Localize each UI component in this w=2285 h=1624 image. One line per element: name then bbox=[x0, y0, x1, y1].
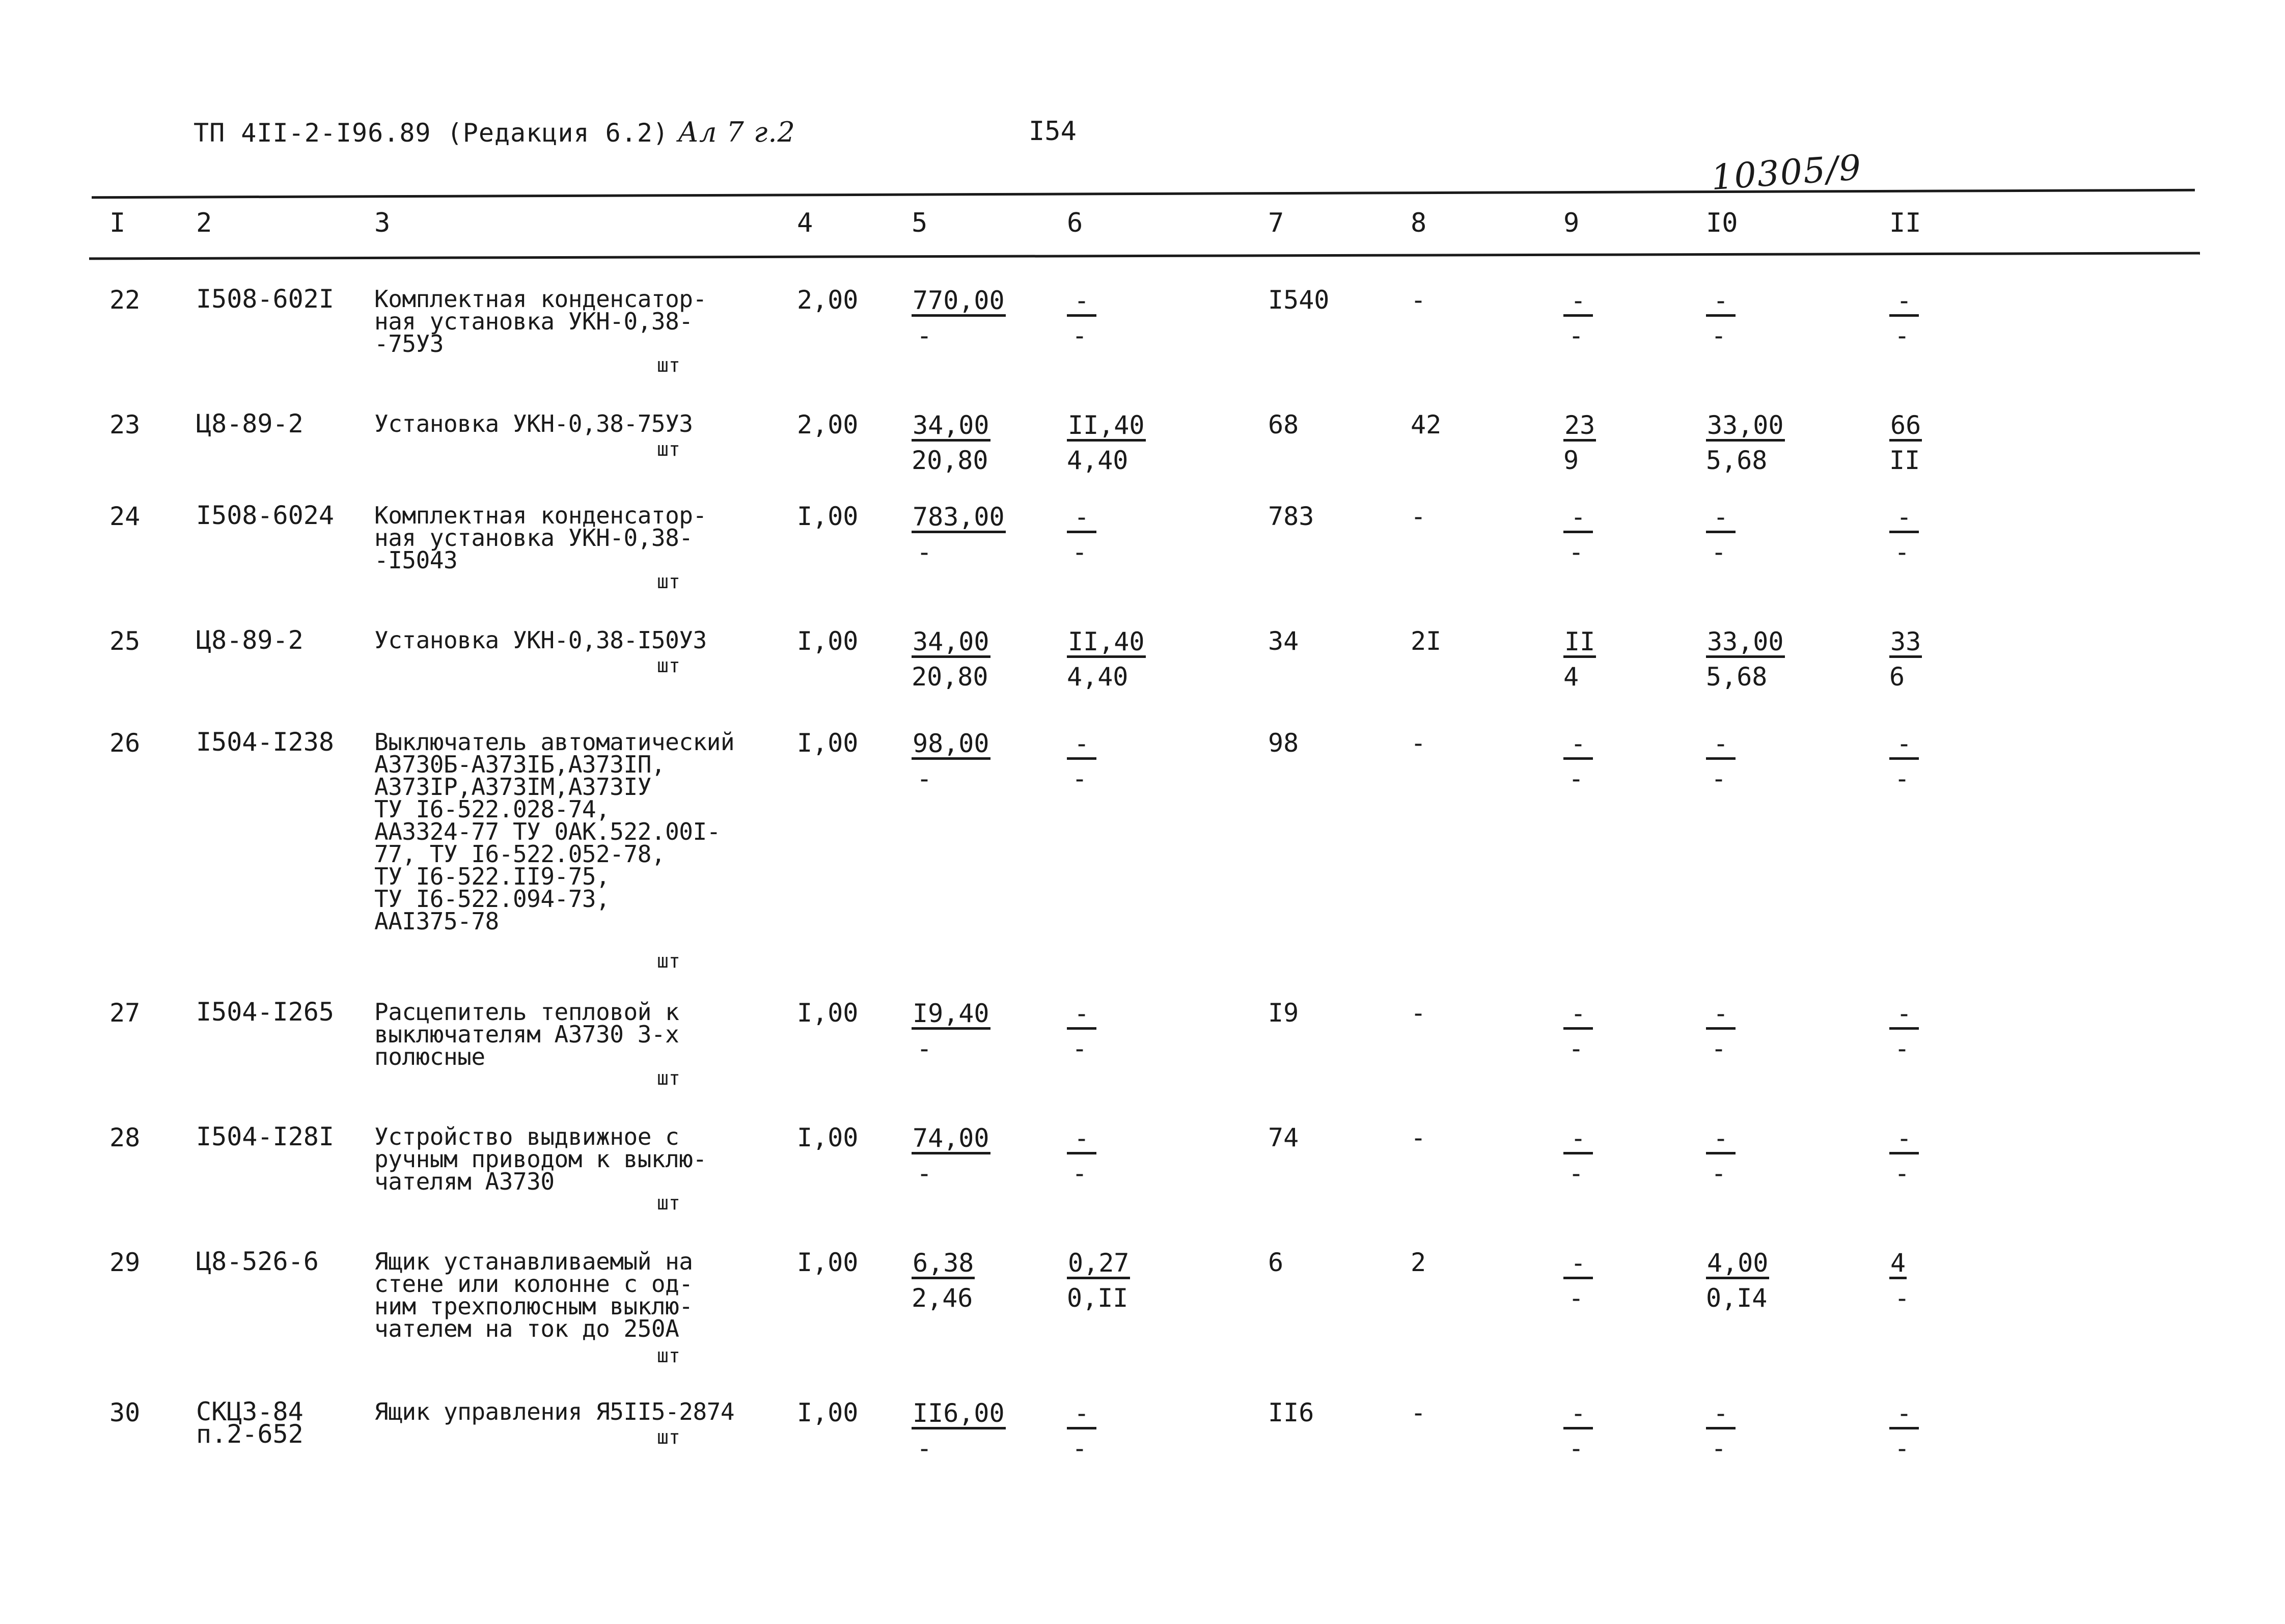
cost-col-5-denominator: 2,46 bbox=[912, 1283, 973, 1313]
total-col-9-numerator: - bbox=[1563, 1001, 1593, 1030]
total-col-10 bbox=[1706, 1250, 1769, 1311]
total-col-10-numerator: - bbox=[1706, 1125, 1736, 1154]
column-header-10: I0 bbox=[1706, 208, 1738, 238]
total-col-9 bbox=[1563, 1001, 1593, 1061]
total-col-10 bbox=[1706, 1400, 1736, 1461]
total-col-9-numerator: - bbox=[1563, 731, 1593, 760]
total-col-11 bbox=[1889, 1001, 1919, 1061]
total-col-11-numerator: - bbox=[1889, 1125, 1919, 1154]
total-col-9-denominator: - bbox=[1568, 764, 1584, 793]
cost-col-6 bbox=[1067, 288, 1096, 348]
item-name: Комплектная конденсатор- ная установка УКН-0,38- -75У3 bbox=[374, 285, 707, 357]
cost-col-6-denominator: - bbox=[1072, 1434, 1088, 1463]
total-col-10-denominator: - bbox=[1711, 321, 1727, 350]
cost-col-6-numerator: - bbox=[1067, 1400, 1096, 1429]
item-name: Ящик управления Я5II5-2874 bbox=[374, 1398, 735, 1425]
total-col-8: - bbox=[1411, 998, 1426, 1028]
column-header-1: I bbox=[109, 208, 126, 238]
cost-col-6-denominator: 4,40 bbox=[1067, 662, 1128, 692]
total-col-10 bbox=[1706, 288, 1736, 348]
unit-label: шт bbox=[657, 1344, 680, 1367]
total-col-9-denominator: 9 bbox=[1563, 446, 1579, 475]
cost-col-5-numerator: 6,38 bbox=[912, 1250, 975, 1279]
total-col-10-numerator: - bbox=[1706, 288, 1736, 317]
total-col-8: 2 bbox=[1411, 1248, 1426, 1277]
table-header-rule bbox=[89, 252, 2200, 260]
total-col-8: - bbox=[1411, 502, 1426, 531]
total-col-8: - bbox=[1411, 285, 1426, 315]
total-col-9-denominator: - bbox=[1568, 1159, 1584, 1188]
cost-col-5-denominator: 20,80 bbox=[912, 446, 988, 475]
total-col-7: 98 bbox=[1268, 728, 1299, 758]
column-header-5: 5 bbox=[912, 208, 928, 238]
cost-col-5-denominator: - bbox=[917, 764, 932, 793]
column-header-6: 6 bbox=[1067, 208, 1083, 238]
column-header-4: 4 bbox=[797, 208, 813, 238]
column-header-8: 8 bbox=[1411, 208, 1427, 238]
total-col-8: - bbox=[1411, 1398, 1426, 1427]
cost-col-5 bbox=[912, 731, 990, 791]
total-col-11-denominator: - bbox=[1894, 1159, 1910, 1188]
cost-col-5-denominator: 20,80 bbox=[912, 662, 988, 692]
total-col-11 bbox=[1889, 412, 1922, 473]
total-col-9-numerator: - bbox=[1563, 1400, 1593, 1429]
column-header-3: 3 bbox=[374, 208, 391, 238]
unit-label: шт bbox=[657, 570, 680, 593]
page-number: I54 bbox=[1029, 116, 1077, 147]
quantity: I,00 bbox=[797, 998, 859, 1028]
total-col-11-denominator: - bbox=[1894, 1034, 1910, 1063]
total-col-9 bbox=[1563, 1250, 1593, 1311]
quantity: 2,00 bbox=[797, 410, 859, 439]
cost-col-5-denominator: - bbox=[917, 321, 932, 350]
row-number: 27 bbox=[109, 998, 141, 1028]
total-col-11 bbox=[1889, 731, 1919, 791]
total-col-9 bbox=[1563, 412, 1596, 473]
total-col-11-denominator: - bbox=[1894, 1434, 1910, 1463]
total-col-9-numerator: II bbox=[1563, 629, 1596, 658]
item-name: Ящик устанавливаемый на стене или колонне с од- ним трехполюсным выклю- чателем на ток до 250А bbox=[374, 1248, 693, 1342]
total-col-10 bbox=[1706, 629, 1785, 690]
total-col-9-numerator: - bbox=[1563, 1125, 1593, 1154]
total-col-11-numerator: 66 bbox=[1889, 412, 1922, 442]
column-header-9: 9 bbox=[1563, 208, 1580, 238]
cost-col-6 bbox=[1067, 412, 1146, 473]
cost-col-6-denominator: - bbox=[1072, 537, 1088, 567]
unit-label: шт bbox=[657, 1067, 680, 1089]
total-col-8: 42 bbox=[1411, 410, 1442, 439]
quantity: I,00 bbox=[797, 502, 859, 531]
cost-col-6 bbox=[1067, 731, 1096, 791]
total-col-10-numerator: 33,00 bbox=[1706, 412, 1785, 442]
row-number: 22 bbox=[109, 285, 141, 315]
cost-col-6-numerator: II,40 bbox=[1067, 412, 1146, 442]
total-col-9-numerator: 23 bbox=[1563, 412, 1596, 442]
total-col-7: 68 bbox=[1268, 410, 1299, 439]
cost-col-5 bbox=[912, 1125, 990, 1186]
total-col-11 bbox=[1889, 1250, 1910, 1311]
cost-col-5-denominator: - bbox=[917, 1159, 932, 1188]
cost-col-6-numerator: - bbox=[1067, 731, 1096, 760]
total-col-11-numerator: 4 bbox=[1889, 1250, 1907, 1279]
cost-col-5 bbox=[912, 1400, 1006, 1461]
total-col-10-numerator: - bbox=[1706, 731, 1736, 760]
item-code: Ц8-526-6 bbox=[196, 1247, 319, 1276]
total-col-7: I9 bbox=[1268, 998, 1299, 1028]
cost-col-6 bbox=[1067, 1125, 1096, 1186]
total-col-9-denominator: 4 bbox=[1563, 662, 1579, 692]
cost-col-6-numerator: - bbox=[1067, 504, 1096, 533]
total-col-10-denominator: 5,68 bbox=[1706, 446, 1768, 475]
total-col-10-numerator: 4,00 bbox=[1706, 1250, 1769, 1279]
item-code: I508-6024 bbox=[196, 501, 334, 530]
item-name: Выключатель автоматический А3730Б-А373IБ,А373IП, А373IР,А373IМ,А373IУ ТУ I6-522.028-74, АА3324-77 ТУ 0АК.522.00I- 77, ТУ I6-522.052-78, ТУ I6-522.II9-75, ТУ I6-522.094-73, ААI375-78 bbox=[374, 728, 735, 935]
cost-col-6-numerator: - bbox=[1067, 288, 1096, 317]
total-col-7: 74 bbox=[1268, 1123, 1299, 1152]
document-code: ТП 4II-2-I96.89 (Редакция 6.2) bbox=[194, 118, 669, 148]
total-col-11-denominator: - bbox=[1894, 764, 1910, 793]
total-col-10 bbox=[1706, 1001, 1736, 1061]
item-name: Комплектная конденсатор- ная установка УКН-0,38- -I5043 bbox=[374, 502, 707, 574]
item-name: Расцепитель тепловой к выключателям А3730 3-х полюсные bbox=[374, 998, 679, 1070]
total-col-10 bbox=[1706, 412, 1785, 473]
cost-col-5 bbox=[912, 1001, 990, 1061]
row-number: 28 bbox=[109, 1123, 141, 1152]
total-col-11-denominator: - bbox=[1894, 321, 1910, 350]
total-col-11-numerator: 33 bbox=[1889, 629, 1922, 658]
cost-col-5 bbox=[912, 412, 990, 473]
cost-col-6-numerator: II,40 bbox=[1067, 629, 1146, 658]
total-col-11-numerator: - bbox=[1889, 288, 1919, 317]
cost-col-6 bbox=[1067, 1001, 1096, 1061]
total-col-11-numerator: - bbox=[1889, 1400, 1919, 1429]
row-number: 24 bbox=[109, 502, 141, 531]
total-col-11 bbox=[1889, 1400, 1919, 1461]
cost-col-5-denominator: - bbox=[917, 1034, 932, 1063]
cost-col-5-numerator: 770,00 bbox=[912, 288, 1006, 317]
item-name: Установка УКН-0,38-75У3 bbox=[374, 410, 693, 437]
unit-label: шт bbox=[657, 438, 680, 460]
item-code: I504-I265 bbox=[196, 997, 334, 1027]
total-col-9 bbox=[1563, 1125, 1593, 1186]
total-col-7: 783 bbox=[1268, 502, 1314, 531]
total-col-9 bbox=[1563, 629, 1596, 690]
total-col-7: 6 bbox=[1268, 1248, 1284, 1277]
column-header-7: 7 bbox=[1268, 208, 1284, 238]
row-number: 26 bbox=[109, 728, 141, 758]
cost-col-5-denominator: - bbox=[917, 1434, 932, 1463]
cost-col-6-numerator: - bbox=[1067, 1001, 1096, 1030]
quantity: I,00 bbox=[797, 1248, 859, 1277]
quantity: I,00 bbox=[797, 1123, 859, 1152]
total-col-9 bbox=[1563, 288, 1593, 348]
row-number: 23 bbox=[109, 410, 141, 439]
total-col-11-numerator: - bbox=[1889, 731, 1919, 760]
cost-col-6-denominator: 0,II bbox=[1067, 1283, 1128, 1313]
total-col-10-numerator: - bbox=[1706, 1400, 1736, 1429]
cost-col-6-denominator: - bbox=[1072, 764, 1088, 793]
total-col-9-numerator: - bbox=[1563, 504, 1593, 533]
handwritten-annotation: Ал 7 г.2 bbox=[678, 116, 795, 148]
total-col-7: 34 bbox=[1268, 626, 1299, 656]
cost-col-5-numerator: I9,40 bbox=[912, 1001, 990, 1030]
total-col-11-numerator: - bbox=[1889, 504, 1919, 533]
cost-col-5-numerator: 34,00 bbox=[912, 412, 990, 442]
cost-col-5 bbox=[912, 288, 1006, 348]
cost-col-6 bbox=[1067, 1400, 1096, 1461]
total-col-10-denominator: - bbox=[1711, 537, 1727, 567]
total-col-11 bbox=[1889, 1125, 1919, 1186]
total-col-9 bbox=[1563, 504, 1593, 565]
total-col-11-denominator: 6 bbox=[1889, 662, 1905, 692]
unit-label: шт bbox=[657, 950, 680, 972]
total-col-9-denominator: - bbox=[1568, 537, 1584, 567]
total-col-11-denominator: II bbox=[1889, 446, 1920, 475]
total-col-10-denominator: - bbox=[1711, 1434, 1727, 1463]
total-col-11 bbox=[1889, 288, 1919, 348]
cost-col-6-numerator: 0,27 bbox=[1067, 1250, 1130, 1279]
item-code: Ц8-89-2 bbox=[196, 625, 304, 655]
total-col-11-denominator: - bbox=[1894, 1283, 1910, 1313]
quantity: I,00 bbox=[797, 626, 859, 656]
column-header-11: II bbox=[1889, 208, 1921, 238]
total-col-9 bbox=[1563, 1400, 1593, 1461]
column-header-2: 2 bbox=[196, 208, 212, 238]
total-col-9-denominator: - bbox=[1568, 1034, 1584, 1063]
item-code: I508-602I bbox=[196, 284, 334, 314]
cost-col-5-numerator: II6,00 bbox=[912, 1400, 1006, 1429]
unit-label: шт bbox=[657, 1192, 680, 1214]
cost-col-6 bbox=[1067, 629, 1146, 690]
total-col-9-denominator: - bbox=[1568, 321, 1584, 350]
cost-col-5 bbox=[912, 504, 1006, 565]
total-col-7: I540 bbox=[1268, 285, 1330, 315]
item-code: Ц8-89-2 bbox=[196, 409, 304, 438]
total-col-11-denominator: - bbox=[1894, 537, 1910, 567]
total-col-10-denominator: - bbox=[1711, 1159, 1727, 1188]
row-number: 25 bbox=[109, 626, 141, 656]
cost-col-6-denominator: - bbox=[1072, 1034, 1088, 1063]
cost-col-5 bbox=[912, 629, 990, 690]
total-col-11 bbox=[1889, 629, 1922, 690]
total-col-9-denominator: - bbox=[1568, 1283, 1584, 1313]
total-col-10-denominator: 5,68 bbox=[1706, 662, 1768, 692]
row-number: 29 bbox=[109, 1248, 141, 1277]
total-col-10 bbox=[1706, 731, 1736, 791]
cost-col-5-denominator: - bbox=[917, 537, 932, 567]
item-code: СКЦ3-84 п.2-652 bbox=[196, 1397, 304, 1449]
total-col-11-numerator: - bbox=[1889, 1001, 1919, 1030]
handwritten-inventory-number: 10305/9 bbox=[1710, 147, 1863, 199]
cost-col-5-numerator: 34,00 bbox=[912, 629, 990, 658]
item-name: Установка УКН-0,38-I50У3 bbox=[374, 626, 707, 654]
cost-col-5-numerator: 98,00 bbox=[912, 731, 990, 760]
total-col-10-numerator: 33,00 bbox=[1706, 629, 1785, 658]
row-number: 30 bbox=[109, 1398, 141, 1427]
total-col-10 bbox=[1706, 1125, 1736, 1186]
unit-label: шт bbox=[657, 354, 680, 376]
total-col-10 bbox=[1706, 504, 1736, 565]
unit-label: шт bbox=[657, 654, 680, 677]
total-col-10-numerator: - bbox=[1706, 504, 1736, 533]
total-col-9-denominator: - bbox=[1568, 1434, 1584, 1463]
cost-col-6-denominator: - bbox=[1072, 1159, 1088, 1188]
total-col-10-denominator: - bbox=[1711, 1034, 1727, 1063]
cost-col-5 bbox=[912, 1250, 975, 1311]
total-col-10-denominator: 0,I4 bbox=[1706, 1283, 1768, 1313]
table-top-rule bbox=[92, 189, 2195, 199]
quantity: I,00 bbox=[797, 1398, 859, 1427]
unit-label: шт bbox=[657, 1426, 680, 1448]
document-reference bbox=[194, 116, 795, 148]
item-code: I504-I28I bbox=[196, 1122, 334, 1151]
cost-col-6-numerator: - bbox=[1067, 1125, 1096, 1154]
total-col-8: - bbox=[1411, 1123, 1426, 1152]
total-col-8: - bbox=[1411, 728, 1426, 758]
total-col-9 bbox=[1563, 731, 1593, 791]
cost-col-6-denominator: - bbox=[1072, 321, 1088, 350]
quantity: 2,00 bbox=[797, 285, 859, 315]
cost-col-5-numerator: 783,00 bbox=[912, 504, 1006, 533]
item-code: I504-I238 bbox=[196, 727, 334, 757]
total-col-9-numerator: - bbox=[1563, 1250, 1593, 1279]
total-col-7: II6 bbox=[1268, 1398, 1314, 1427]
quantity: I,00 bbox=[797, 728, 859, 758]
total-col-9-numerator: - bbox=[1563, 288, 1593, 317]
cost-col-6 bbox=[1067, 504, 1096, 565]
cost-col-6 bbox=[1067, 1250, 1130, 1311]
cost-col-6-denominator: 4,40 bbox=[1067, 446, 1128, 475]
total-col-11 bbox=[1889, 504, 1919, 565]
total-col-10-denominator: - bbox=[1711, 764, 1727, 793]
cost-col-5-numerator: 74,00 bbox=[912, 1125, 990, 1154]
total-col-8: 2I bbox=[1411, 626, 1442, 656]
total-col-10-numerator: - bbox=[1706, 1001, 1736, 1030]
item-name: Устройство выдвижное с ручным приводом к выклю- чателям А3730 bbox=[374, 1123, 707, 1195]
